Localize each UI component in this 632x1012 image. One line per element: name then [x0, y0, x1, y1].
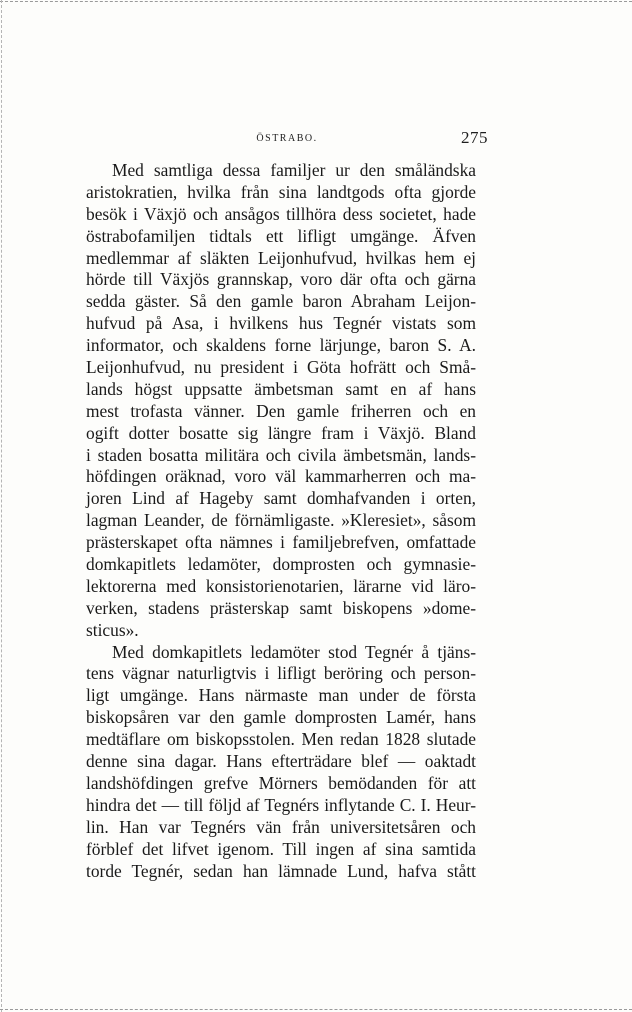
text-line: denne sina dagar. Hans efterträdare blef — oaktadt — [86, 751, 476, 772]
text-line: förblef det lifvet igenom. Till ingen af sina samtida — [86, 838, 476, 859]
text-line: Leijonhufvud, nu president i Göta hofrätt och Små- — [86, 357, 476, 378]
text-line: ogift dotter bosatte sig längre fram i Växjö. Bland — [86, 422, 476, 443]
text-line: biskopsåren var den gamle domprosten Lamér, hans — [86, 707, 476, 728]
paragraph-2 — [86, 642, 476, 883]
text-line: verken, stadens prästerskap samt biskopens »dome- — [86, 597, 476, 618]
text-line: medtäflare om biskopsstolen. Men redan 1828 slutade — [86, 729, 476, 750]
text-line: informator, och skaldens forne lärjunge, baron S. A. — [86, 335, 476, 356]
text-line: i staden bosatta militära och civila ämbetsmän, lands- — [86, 444, 476, 465]
text-line: lands högst uppsatte ämbetsman samt en af hans — [86, 378, 476, 399]
text-line: sedda gäster. Så den gamle baron Abraham Leijon- — [86, 291, 476, 312]
text-line: prästerskapet ofta nämnes i familjebrefven, omfattade — [86, 532, 476, 553]
text-line: hörde till Växjös grannskap, voro där ofta och gärna — [86, 269, 476, 290]
text-line: mest trofasta vänner. Den gamle friherren och en — [86, 400, 476, 421]
running-head — [86, 128, 488, 148]
text-line: östrabofamiljen tidtals ett lifligt umgänge. Äfven — [86, 225, 476, 246]
text-line: ligt umgänge. Hans närmaste man under de första — [86, 685, 476, 706]
page-number: 275 — [461, 128, 488, 147]
text-line: medlemmar af släkten Leijonhufvud, hvilkas hem ej — [86, 247, 476, 268]
text-line: höfdingen oräknad, voro väl kammarherren och ma- — [86, 466, 476, 487]
text-line: hindra det — till följd af Tegnérs inflytande C. I. Heur- — [86, 794, 476, 815]
scan-edge-left — [1, 0, 2, 1012]
paragraph-1 — [86, 160, 476, 642]
text-line: lin. Han var Tegnérs vän från universitetsåren och — [86, 816, 476, 837]
text-line: domkapitlets ledamöter, domprosten och gymnasie- — [86, 554, 476, 575]
text-line: lagman Leander, de förnämligaste. »Kleresiet», såsom — [86, 510, 476, 531]
text-line: Med domkapitlets ledamöter stod Tegnér å tjäns- — [112, 641, 476, 662]
text-line: joren Lind af Hageby samt domhafvanden i orten, — [86, 488, 476, 509]
running-title: ÖSTRABO. — [256, 133, 318, 144]
text-line: landshöfdingen grefve Mörners bemödanden för att — [86, 772, 476, 793]
text-line: lektorerna med konsistorienotarien, lärarne vid läro- — [86, 575, 476, 596]
text-line: torde Tegnér, sedan han lämnade Lund, hafva stått — [86, 860, 476, 881]
scan-edge-top — [0, 1, 632, 2]
text-line: besök i Växjö och ansågos tillhöra dess societet, hade — [86, 203, 476, 224]
text-line: sticus». — [86, 619, 139, 640]
text-line: hufvud på Asa, i hvilkens hus Tegnér vistats som — [86, 313, 476, 334]
body-text — [86, 160, 476, 882]
text-line: Med samtliga dessa familjer ur den småländska — [112, 160, 476, 180]
scan-edge-bottom — [0, 1009, 632, 1010]
text-line: aristokratien, hvilka från sina landtgods ofta gjorde — [86, 181, 476, 202]
text-line: tens vägnar naturligtvis i lifligt beröring och person- — [86, 663, 476, 684]
